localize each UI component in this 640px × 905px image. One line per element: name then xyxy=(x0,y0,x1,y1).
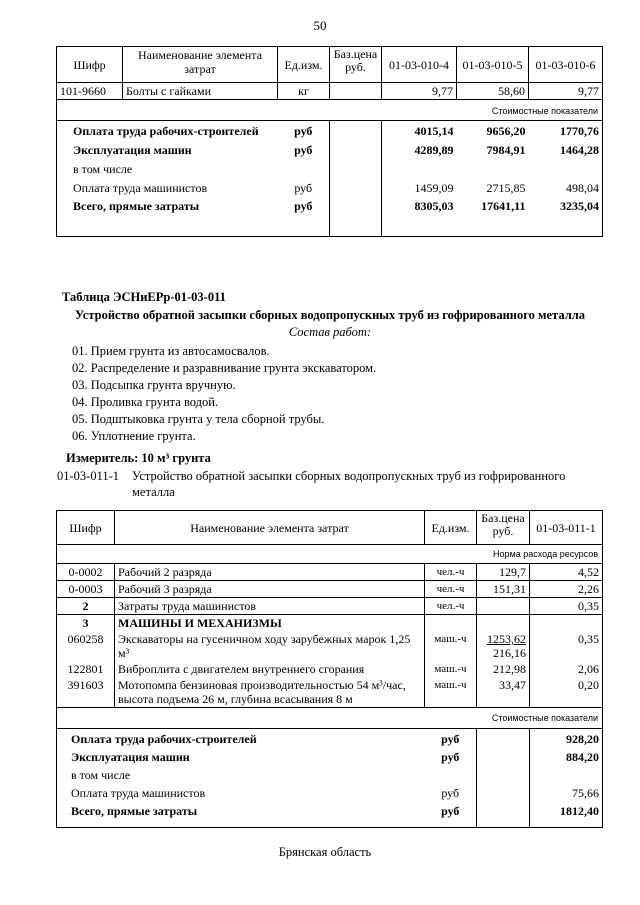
row-name: Экскаваторы на гусеничном ходу зарубежных марок 1,25 м³ xyxy=(115,631,425,661)
summary-row xyxy=(57,783,603,801)
row-price xyxy=(477,615,530,632)
summary-price xyxy=(330,196,382,236)
row-value: 2,26 xyxy=(530,581,603,598)
header-col-5: 01-03-010-5 xyxy=(457,47,529,83)
works-heading: Состав работ: xyxy=(288,325,372,339)
summary-name: Оплата труда рабочих-строителей xyxy=(57,729,425,748)
works-list xyxy=(72,343,376,445)
row-price xyxy=(330,83,382,100)
row-code: 0-0003 xyxy=(57,581,115,598)
row-v3: 9,77 xyxy=(529,83,603,100)
summary-value: 884,20 xyxy=(530,747,603,765)
summary-v2 xyxy=(457,158,529,177)
row-unit: чел.-ч xyxy=(425,581,477,598)
summary-name: Эксплуатация машин xyxy=(57,139,278,158)
row-code: 060258 xyxy=(57,631,115,661)
summary-v1: 4015,14 xyxy=(414,124,454,138)
list-item: 06. Уплотнение грунта. xyxy=(72,429,196,443)
summary-price xyxy=(477,765,530,783)
summary-unit: руб xyxy=(294,181,313,195)
list-item: 02. Распределение и разравнивание грунта экскаватором. xyxy=(72,361,377,375)
resource-table-continued xyxy=(56,46,603,237)
row-unit: кг xyxy=(278,83,330,100)
table-row xyxy=(57,564,603,581)
row-unit: чел.-ч xyxy=(425,598,477,615)
item-code: 01-03-011-1 xyxy=(57,469,120,483)
item-desc-line-1: Устройство обратной засыпки сборных водопропускных труб из гофрированного xyxy=(132,469,566,483)
header-unit: Ед.изм. xyxy=(425,511,477,545)
row-unit xyxy=(425,615,477,632)
header-col-1: 01-03-011-1 xyxy=(530,511,603,545)
summary-name: Оплата труда рабочих-строителей xyxy=(57,121,278,140)
summary-v3: 1464,28 xyxy=(529,139,603,158)
row-value: 4,52 xyxy=(530,564,603,581)
table-row xyxy=(57,598,603,615)
summary-value: 928,20 xyxy=(530,729,603,748)
row-v1: 9,77 xyxy=(382,83,457,100)
row-value xyxy=(530,615,603,632)
summary-name: Оплата труда машинистов xyxy=(57,177,278,196)
row-name: Рабочий 3 разряда xyxy=(115,581,425,598)
page-number: 50 xyxy=(313,18,327,33)
summary-price xyxy=(330,121,382,140)
row-value: 0,35 xyxy=(530,631,603,661)
header-code: Шифр xyxy=(57,511,115,545)
row-price xyxy=(477,631,530,661)
summary-v2: 2715,85 xyxy=(486,181,526,195)
summary-v1: 1459,09 xyxy=(414,181,454,195)
summary-price xyxy=(330,158,382,177)
row-value: 2,06 xyxy=(530,661,603,677)
table-row xyxy=(57,677,603,708)
summary-price xyxy=(477,801,530,827)
row-value: 0,35 xyxy=(530,598,603,615)
summary-price xyxy=(477,747,530,765)
row-unit: маш.-ч xyxy=(425,661,477,677)
summary-name: Эксплуатация машин xyxy=(57,747,425,765)
item-desc-line-2: металла xyxy=(132,485,175,499)
header-name: Наименование элемента затрат xyxy=(115,511,425,545)
summary-price xyxy=(477,729,530,748)
summary-unit: руб xyxy=(425,801,477,827)
summary-unit: руб xyxy=(441,750,460,764)
summary-row xyxy=(57,196,603,236)
summary-name: Оплата труда машинистов xyxy=(57,783,425,801)
row-value: 0,20 xyxy=(530,677,603,708)
row-price: 33,47 xyxy=(477,677,530,708)
summary-name: в том числе xyxy=(57,765,425,783)
summary-row xyxy=(57,158,603,177)
header-base-price: Баз.цена руб. xyxy=(330,47,382,83)
footer-region: Брянская область xyxy=(278,845,372,859)
row-code: 2 xyxy=(57,598,115,615)
row-name: Болты с гайками xyxy=(123,83,278,100)
summary-name: Всего, прямые затраты xyxy=(57,196,278,236)
row-unit: чел.-ч xyxy=(425,564,477,581)
row-price-main: 1253,62 xyxy=(487,632,526,646)
summary-v2: 17641,11 xyxy=(457,196,529,236)
row-name: Мотопомпа бензиновая производительностью 54 м³/час, высота подъема 26 м, глубина всасывания 8 м xyxy=(115,677,425,708)
section-label: Стоимостные показатели xyxy=(57,708,603,729)
summary-v3 xyxy=(529,158,603,177)
summary-v3: 3235,04 xyxy=(529,196,603,236)
summary-row xyxy=(57,747,603,765)
row-price: 129,7 xyxy=(477,564,530,581)
table-subtitle: Устройство обратной засыпки сборных водопропускных труб из гофрированного металла xyxy=(74,308,585,322)
row-code: 3 xyxy=(57,615,115,632)
row-name: МАШИНЫ И МЕХАНИЗМЫ xyxy=(115,615,425,632)
header-name: Наименование элемента затрат xyxy=(123,47,278,83)
summary-price xyxy=(330,177,382,196)
row-code: 101-9660 xyxy=(57,83,123,100)
meter-label: Измеритель: 10 м³ грунта xyxy=(66,451,211,465)
summary-unit xyxy=(425,765,477,783)
summary-row xyxy=(57,177,603,196)
row-code: 122801 xyxy=(57,661,115,677)
summary-row xyxy=(57,801,603,827)
header-col-6: 01-03-010-6 xyxy=(529,47,603,83)
summary-v1 xyxy=(382,158,457,177)
table-row xyxy=(57,83,603,100)
section-label: Стоимостные показатели xyxy=(57,100,603,121)
header-base-price: Баз.цена руб. xyxy=(477,511,530,545)
list-item: 01. Прием грунта из автосамосвалов. xyxy=(72,344,270,358)
summary-v3: 498,04 xyxy=(529,177,603,196)
row-price: 151,31 xyxy=(477,581,530,598)
summary-v1: 4289,89 xyxy=(414,143,454,157)
resource-table xyxy=(56,510,603,828)
summary-unit: руб xyxy=(441,786,460,800)
row-name: Затраты труда машинистов xyxy=(115,598,425,615)
row-code: 0-0002 xyxy=(57,564,115,581)
row-code: 391603 xyxy=(57,677,115,708)
norm-label: Норма расхода ресурсов xyxy=(57,545,603,564)
row-unit: маш.-ч xyxy=(425,677,477,708)
summary-value: 1812,40 xyxy=(530,801,603,827)
list-item: 04. Проливка грунта водой. xyxy=(72,395,219,409)
row-name: Виброплита с двигателем внутреннего сгорания xyxy=(115,661,425,677)
summary-name: в том числе xyxy=(57,158,278,177)
summary-v1: 8305,03 xyxy=(382,196,457,236)
summary-v2: 7984,91 xyxy=(486,143,526,157)
summary-v2: 9656,20 xyxy=(486,124,526,138)
header-col-4: 01-03-010-4 xyxy=(382,47,457,83)
row-price xyxy=(477,598,530,615)
list-item: 03. Подсыпка грунта вручную. xyxy=(72,378,236,392)
summary-unit: руб xyxy=(278,121,330,140)
table-row xyxy=(57,631,603,661)
header-code: Шифр xyxy=(57,47,123,83)
summary-unit: руб xyxy=(294,143,313,157)
summary-value: 75,66 xyxy=(530,783,603,801)
summary-v3: 1770,76 xyxy=(529,121,603,140)
table-row xyxy=(57,615,603,632)
summary-value xyxy=(530,765,603,783)
summary-unit: руб xyxy=(425,729,477,748)
summary-row xyxy=(57,139,603,158)
summary-price xyxy=(330,139,382,158)
summary-row xyxy=(57,765,603,783)
summary-row xyxy=(57,121,603,140)
row-v2: 58,60 xyxy=(457,83,529,100)
row-unit: маш.-ч xyxy=(425,631,477,661)
summary-row xyxy=(57,729,603,748)
table-row xyxy=(57,581,603,598)
table-title: Таблица ЭСНиЕРр-01-03-011 xyxy=(62,290,226,304)
header-unit: Ед.изм. xyxy=(278,47,330,83)
summary-name: Всего, прямые затраты xyxy=(57,801,425,827)
table-row xyxy=(57,661,603,677)
list-item: 05. Подштыковка грунта у тела сборной трубы. xyxy=(72,412,325,426)
summary-unit: руб xyxy=(278,196,330,236)
summary-price xyxy=(477,783,530,801)
summary-unit xyxy=(278,158,330,177)
row-name: Рабочий 2 разряда xyxy=(115,564,425,581)
row-price-secondary: 216,16 xyxy=(493,646,526,660)
row-price: 212,98 xyxy=(477,661,530,677)
